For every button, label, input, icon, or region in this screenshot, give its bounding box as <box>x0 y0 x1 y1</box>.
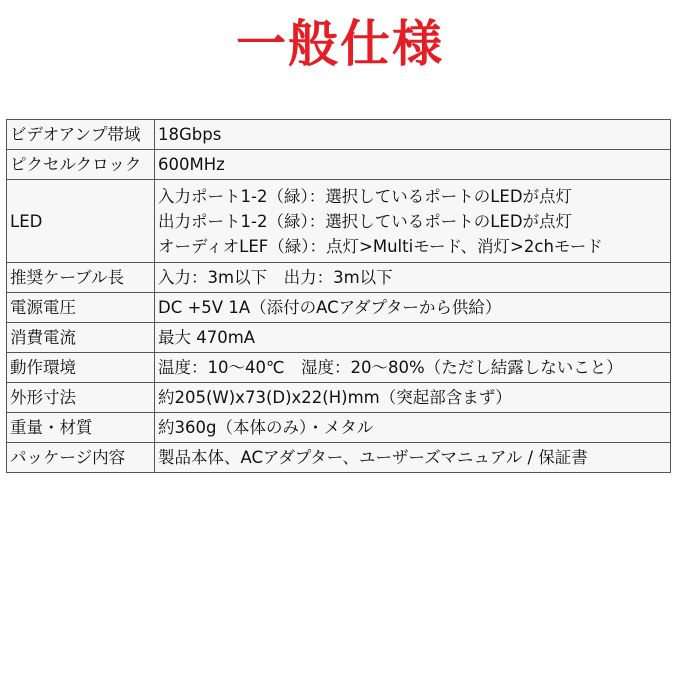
table-row <box>7 443 671 473</box>
row-label: パッケージ内容 <box>7 443 155 473</box>
spec-table <box>6 119 671 473</box>
row-value: 約360g（本体のみ）・メタル <box>155 413 671 443</box>
table-row <box>7 413 671 443</box>
row-value: 約205(W)x73(D)x22(H)mm（突起部含まず） <box>155 383 671 413</box>
row-label: 電源電圧 <box>7 293 155 323</box>
row-label: LED <box>7 180 155 263</box>
row-value-multiline <box>155 180 671 263</box>
row-label: 消費電流 <box>7 323 155 353</box>
row-label: ビデオアンプ帯域 <box>7 120 155 150</box>
table-row <box>7 293 671 323</box>
page-title: 一般仕様 <box>236 15 444 73</box>
row-value: DC +5V 1A（添付のACアダプターから供給） <box>155 293 671 323</box>
row-label: 推奨ケーブル長 <box>7 263 155 293</box>
row-label: 重量・材質 <box>7 413 155 443</box>
table-row <box>7 353 671 383</box>
row-value: 温度：10～40℃ 湿度：20～80%（ただし結露しないこと） <box>155 353 671 383</box>
row-label: 外形寸法 <box>7 383 155 413</box>
table-row <box>7 383 671 413</box>
row-value: 600MHz <box>155 150 671 180</box>
table-row <box>7 180 671 263</box>
row-value: 入力：3m以下 出力：3m以下 <box>155 263 671 293</box>
led-line-input: 入力ポート1-2（緑）：選択しているポートのLEDが点灯 <box>158 186 573 206</box>
table-row <box>7 263 671 293</box>
led-line-output: 出力ポート1-2（緑）：選択しているポートのLEDが点灯 <box>158 211 573 231</box>
row-value: 最大 470mA <box>155 323 671 353</box>
led-line-audio: オーディオLEF（緑）：点灯>Multiモード、消灯>2chモード <box>158 236 603 256</box>
row-label: ピクセルクロック <box>7 150 155 180</box>
row-label: 動作環境 <box>7 353 155 383</box>
table-row <box>7 120 671 150</box>
row-value: 18Gbps <box>155 120 671 150</box>
table-row <box>7 323 671 353</box>
row-value: 製品本体、ACアダプター、ユーザーズマニュアル / 保証書 <box>155 443 671 473</box>
table-row <box>7 150 671 180</box>
